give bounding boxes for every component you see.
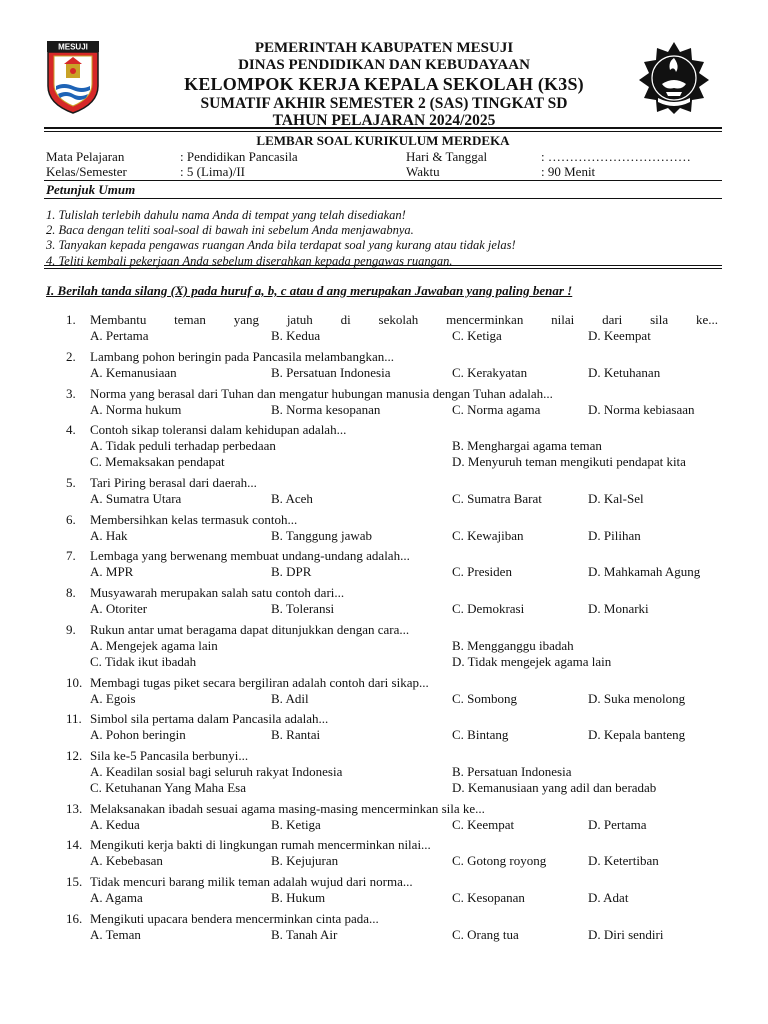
question-number: 9. <box>66 622 76 638</box>
option-b: B. Mengganggu ibadah <box>452 638 574 654</box>
question-text: Membantu teman yang jatuh di sekolah mencerminkan nilai dari sila ke... <box>90 312 718 327</box>
question-number: 13. <box>66 800 83 816</box>
question-number: 14. <box>66 837 83 853</box>
instructions-list <box>46 208 516 269</box>
option-a: A. Keadilan sosial bagi seluruh rakyat Indonesia <box>90 764 343 780</box>
option-d: D. Kepala banteng <box>588 727 686 743</box>
question-text: Tidak mencuri barang milik teman adalah wujud dari norma... <box>90 874 413 890</box>
question-text: Lambang pohon beringin pada Pancasila melambangkan... <box>90 348 394 364</box>
letterhead-working-group: KELOMPOK KERJA KEPALA SEKOLAH (K3S) <box>184 74 584 94</box>
option-c: C. Norma agama <box>452 401 541 417</box>
instruction-item: 3. Tanyakan kepada pengawas ruangan Anda bila terdapat soal yang kurang atau tidak jelas! <box>46 238 516 253</box>
option-b: B. Persatuan Indonesia <box>452 764 572 780</box>
option-d: D. Ketertiban <box>588 853 659 869</box>
question-number: 3. <box>66 385 76 401</box>
option-c: C. Sombong <box>452 690 518 706</box>
option-c: C. Bintang <box>452 727 509 743</box>
question-text: Norma yang berasal dari Tuhan dan mengatur hubungan manusia dengan Tuhan adalah... <box>90 385 553 401</box>
option-b: B. Toleransi <box>271 601 335 617</box>
question-item <box>0 911 768 948</box>
option-b: B. Kedua <box>271 328 321 343</box>
question-text: Rukun antar umat beragama dapat ditunjukkan dengan cara... <box>90 622 410 638</box>
letterhead-exam-name: SUMATIF AKHIR SEMESTER 2 (SAS) TINGKAT SD <box>200 95 568 112</box>
question-item <box>0 874 768 911</box>
mesuji-crest-logo <box>46 40 100 114</box>
tut-wuri-handayani-logo <box>636 40 712 116</box>
option-a: A. MPR <box>90 564 134 580</box>
letterhead-government: PEMERINTAH KABUPATEN MESUJI <box>254 40 514 56</box>
header-divider <box>44 127 722 129</box>
option-b: B. Aceh <box>271 490 313 506</box>
question-number: 7. <box>66 548 76 564</box>
option-d: D. Tidak mengejek agama lain <box>452 654 612 670</box>
section-title: I. Berilah tanda silang (X) pada huruf a, b, c atau d ang merupakan Jawaban yang paling benar ! <box>46 283 573 298</box>
option-c: C. Memaksakan pendapat <box>90 454 225 470</box>
crest-banner-text: MESUJI <box>58 42 88 52</box>
question-item <box>0 512 768 549</box>
option-c: C. Orang tua <box>452 927 519 943</box>
question-text: Membagi tugas piket secara bergiliran adalah contoh dari sikap... <box>90 674 429 690</box>
option-c: C. Presiden <box>452 564 512 580</box>
option-a: A. Pohon beringin <box>90 727 186 743</box>
question-item <box>0 622 768 675</box>
option-d: D. Norma kebiasaan <box>588 401 695 417</box>
instructions-divider <box>44 198 722 199</box>
question-number: 6. <box>66 511 76 527</box>
question-number: 12. <box>66 748 83 764</box>
instruction-item: 2. Baca dengan teliti soal-soal di bawah ini sebelum Anda menjawabnya. <box>46 223 414 238</box>
question-text: Musyawarah merupakan salah satu contoh dari... <box>90 585 345 601</box>
option-d: D. Keempat <box>588 328 651 343</box>
question-number: 8. <box>66 585 76 601</box>
option-b: B. Rantai <box>271 727 321 743</box>
question-number: 5. <box>66 474 76 490</box>
date-value: : …………………………… <box>541 149 691 164</box>
question-item <box>0 349 768 386</box>
option-b: B. Persatuan Indonesia <box>271 364 391 380</box>
option-d: D. Mahkamah Agung <box>588 564 701 580</box>
question-text: Simbol sila pertama dalam Pancasila adalah... <box>90 711 329 727</box>
question-number: 15. <box>66 874 83 890</box>
instructions-end-divider <box>44 265 722 266</box>
option-a: A. Sumatra Utara <box>90 490 182 506</box>
question-item <box>0 548 768 585</box>
option-c: C. Kewajiban <box>452 527 524 543</box>
letterhead-school-year: TAHUN PELAJARAN 2024/2025 <box>272 112 496 129</box>
option-a: A. Kedua <box>90 816 140 832</box>
option-d: D. Pilihan <box>588 527 641 543</box>
option-d: D. Kal-Sel <box>588 490 644 506</box>
question-item <box>0 475 768 512</box>
question-list <box>0 312 768 948</box>
question-text: Melaksanakan ibadah sesuai agama masing-masing mencerminkan sila ke... <box>90 800 485 816</box>
option-b: B. Kejujuran <box>271 853 339 869</box>
option-b: B. Adil <box>271 690 309 706</box>
instructions-end-divider-2 <box>44 268 722 269</box>
option-c: C. Gotong royong <box>452 853 547 869</box>
option-d: D. Diri sendiri <box>588 927 664 943</box>
option-b: B. Ketiga <box>271 816 321 832</box>
subject-value: : Pendidikan Pancasila <box>180 149 298 164</box>
question-item <box>0 711 768 748</box>
option-b: B. Norma kesopanan <box>271 401 381 417</box>
option-b: B. Tanah Air <box>271 927 338 943</box>
question-number: 2. <box>66 348 76 364</box>
letterhead-department: DINAS PENDIDIKAN DAN KEBUDAYAAN <box>238 57 530 73</box>
time-label: Waktu <box>406 164 440 179</box>
option-d: D. Ketuhanan <box>588 364 661 380</box>
option-b: B. DPR <box>271 564 312 580</box>
option-b: B. Tanggung jawab <box>271 527 373 543</box>
question-item <box>0 386 768 423</box>
option-a: A. Teman <box>90 927 141 943</box>
instruction-item: 4. Teliti kembali pekerjaan Anda sebelum diserahkan kepada pengawas ruangan. <box>46 253 453 268</box>
option-d: D. Pertama <box>588 816 647 832</box>
instruction-item: 1. Tulislah terlebih dahulu nama Anda di tempat yang telah disediakan! <box>46 208 406 222</box>
question-item <box>0 801 768 838</box>
option-a: A. Pertama <box>90 328 149 343</box>
option-a: A. Norma hukum <box>90 401 182 417</box>
option-a: A. Hak <box>90 527 128 543</box>
option-a: A. Egois <box>90 690 136 706</box>
option-c: C. Tidak ikut ibadah <box>90 654 197 670</box>
time-value: : 90 Menit <box>541 164 596 179</box>
option-a: A. Mengejek agama lain <box>90 638 218 654</box>
question-number: 11. <box>66 711 82 727</box>
question-item <box>0 675 768 712</box>
option-d: D. Monarki <box>588 601 649 617</box>
header-divider-thin <box>44 131 722 132</box>
option-a: A. Kebebasan <box>90 853 163 869</box>
question-number: 16. <box>66 911 83 927</box>
question-text: Membersihkan kelas termasuk contoh... <box>90 511 298 527</box>
option-a: A. Tidak peduli terhadap perbedaan <box>90 438 276 454</box>
question-text: Tari Piring berasal dari daerah... <box>90 474 257 490</box>
option-d: D. Menyuruh teman mengikuti pendapat kita <box>452 454 686 470</box>
class-label: Kelas/Semester <box>46 164 127 179</box>
info-divider <box>44 180 722 181</box>
option-b: B. Hukum <box>271 890 326 906</box>
option-a: A. Otoriter <box>90 601 148 617</box>
option-c: C. Keempat <box>452 816 515 832</box>
question-text: Lembaga yang berwenang membuat undang-undang adalah... <box>90 548 410 564</box>
question-item <box>0 748 768 801</box>
question-number: 4. <box>66 422 76 438</box>
option-c: C. Sumatra Barat <box>452 490 542 506</box>
option-c: C. Ketiga <box>452 328 502 343</box>
letterhead <box>120 40 648 129</box>
option-d: D. Kemanusiaan yang adil dan beradab <box>452 780 657 796</box>
option-a: A. Kemanusiaan <box>90 364 177 380</box>
question-item <box>0 837 768 874</box>
date-label: Hari & Tanggal <box>406 149 488 164</box>
option-d: D. Adat <box>588 890 629 906</box>
question-text: Mengikuti kerja bakti di lingkungan rumah mencerminkan nilai... <box>90 837 431 853</box>
question-text: Sila ke-5 Pancasila berbunyi... <box>90 748 249 764</box>
question-item <box>0 585 768 622</box>
option-c: C. Kesopanan <box>452 890 525 906</box>
question-item <box>0 312 768 349</box>
option-a: A. Agama <box>90 890 143 906</box>
class-value: : 5 (Lima)/II <box>180 164 245 179</box>
question-number: 1. <box>66 312 76 327</box>
sheet-title: LEMBAR SOAL KURIKULUM MERDEKA <box>256 133 510 148</box>
option-c: C. Ketuhanan Yang Maha Esa <box>90 780 246 796</box>
question-item <box>0 422 768 475</box>
question-text: Contoh sikap toleransi dalam kehidupan adalah... <box>90 422 347 438</box>
question-text: Mengikuti upacara bendera mencerminkan cinta pada... <box>90 911 379 927</box>
instructions-title: Petunjuk Umum <box>46 182 136 197</box>
subject-label: Mata Pelajaran <box>46 149 125 164</box>
option-b: B. Menghargai agama teman <box>452 438 602 454</box>
question-number: 10. <box>66 674 83 690</box>
option-d: D. Suka menolong <box>588 690 686 706</box>
option-c: C. Kerakyatan <box>452 364 528 380</box>
option-c: C. Demokrasi <box>452 601 525 617</box>
